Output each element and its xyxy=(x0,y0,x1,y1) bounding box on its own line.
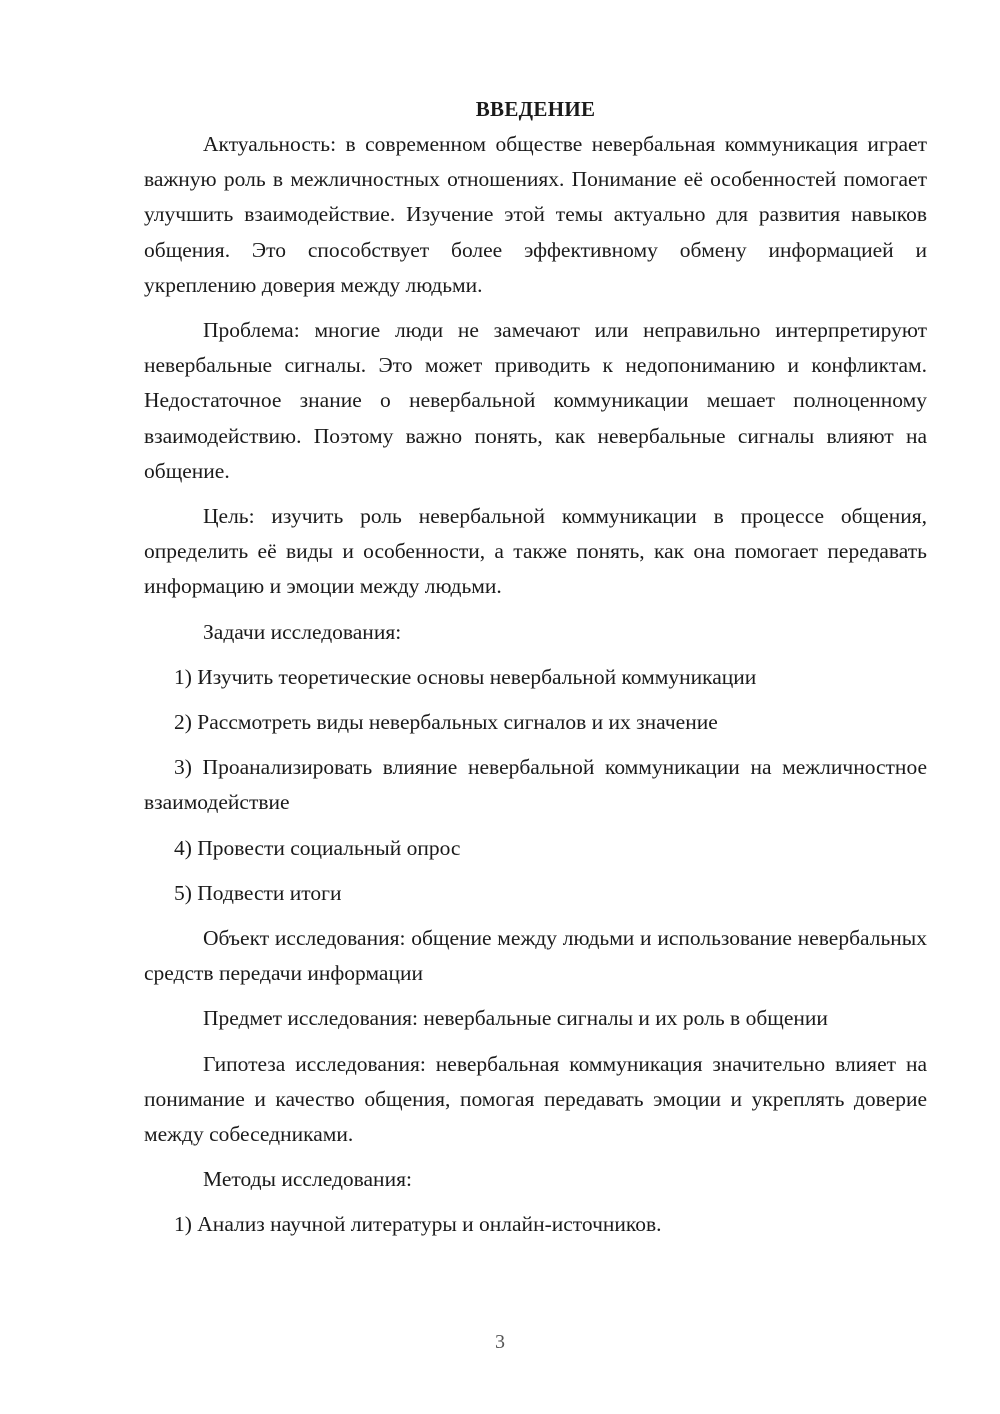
task-item-5: 5) Подвести итоги xyxy=(174,880,342,905)
research-subject-paragraph: Предмет исследования: невербальные сигналы и их роль в общении xyxy=(203,1006,828,1031)
section-heading: ВВЕДЕНИЕ xyxy=(475,97,596,121)
task-item-3: 3) Проанализировать влияние невербальной коммуникации на межличностное взаимодействие xyxy=(144,755,927,815)
document-page xyxy=(144,92,927,1253)
task-item-2: 2) Рассмотреть виды невербальных сигналов и их значение xyxy=(174,710,718,735)
task-item-1: 1) Изучить теоретические основы невербальной коммуникации xyxy=(174,664,757,689)
research-object-paragraph: Объект исследования: общение между людьми и использование невербальных средств передачи информации xyxy=(144,926,927,986)
tasks-title: Задачи исследования: xyxy=(203,619,402,644)
problem-paragraph: Проблема: многие люди не замечают или неправильно интерпретируют невербальные сигналы. Это может приводить к недопониманию и конфликтам. Недостаточное знание о невербальной коммуникации мешает полноценному взаимодействию. Поэтому важно понять, как невербальные сигналы влияют на общение. xyxy=(144,318,927,483)
hypothesis-paragraph: Гипотеза исследования: невербальная коммуникация значительно влияет на понимание и качество общения, помогая передавать эмоции и укреплять доверие между собеседниками. xyxy=(144,1051,927,1147)
task-item-4: 4) Провести социальный опрос xyxy=(174,835,461,860)
methods-title: Методы исследования: xyxy=(203,1167,412,1192)
goal-paragraph: Цель: изучить роль невербальной коммуникации в процессе общения, определить её виды и особенности, а также понять, как она помогает передавать информацию и эмоции между людьми. xyxy=(144,504,927,599)
relevance-paragraph: Актуальность: в современном обществе невербальная коммуникация играет важную роль в межличностных отношениях. Понимание её особенностей помогает улучшить взаимодействие. Изучение этой темы актуально для развития навыков общения. Это способствует более эффективному обмену информацией и укреплению доверия между людьми. xyxy=(144,132,927,297)
page-number: 3 xyxy=(495,1331,505,1353)
method-item-1: 1) Анализ научной литературы и онлайн-источников. xyxy=(174,1212,662,1237)
